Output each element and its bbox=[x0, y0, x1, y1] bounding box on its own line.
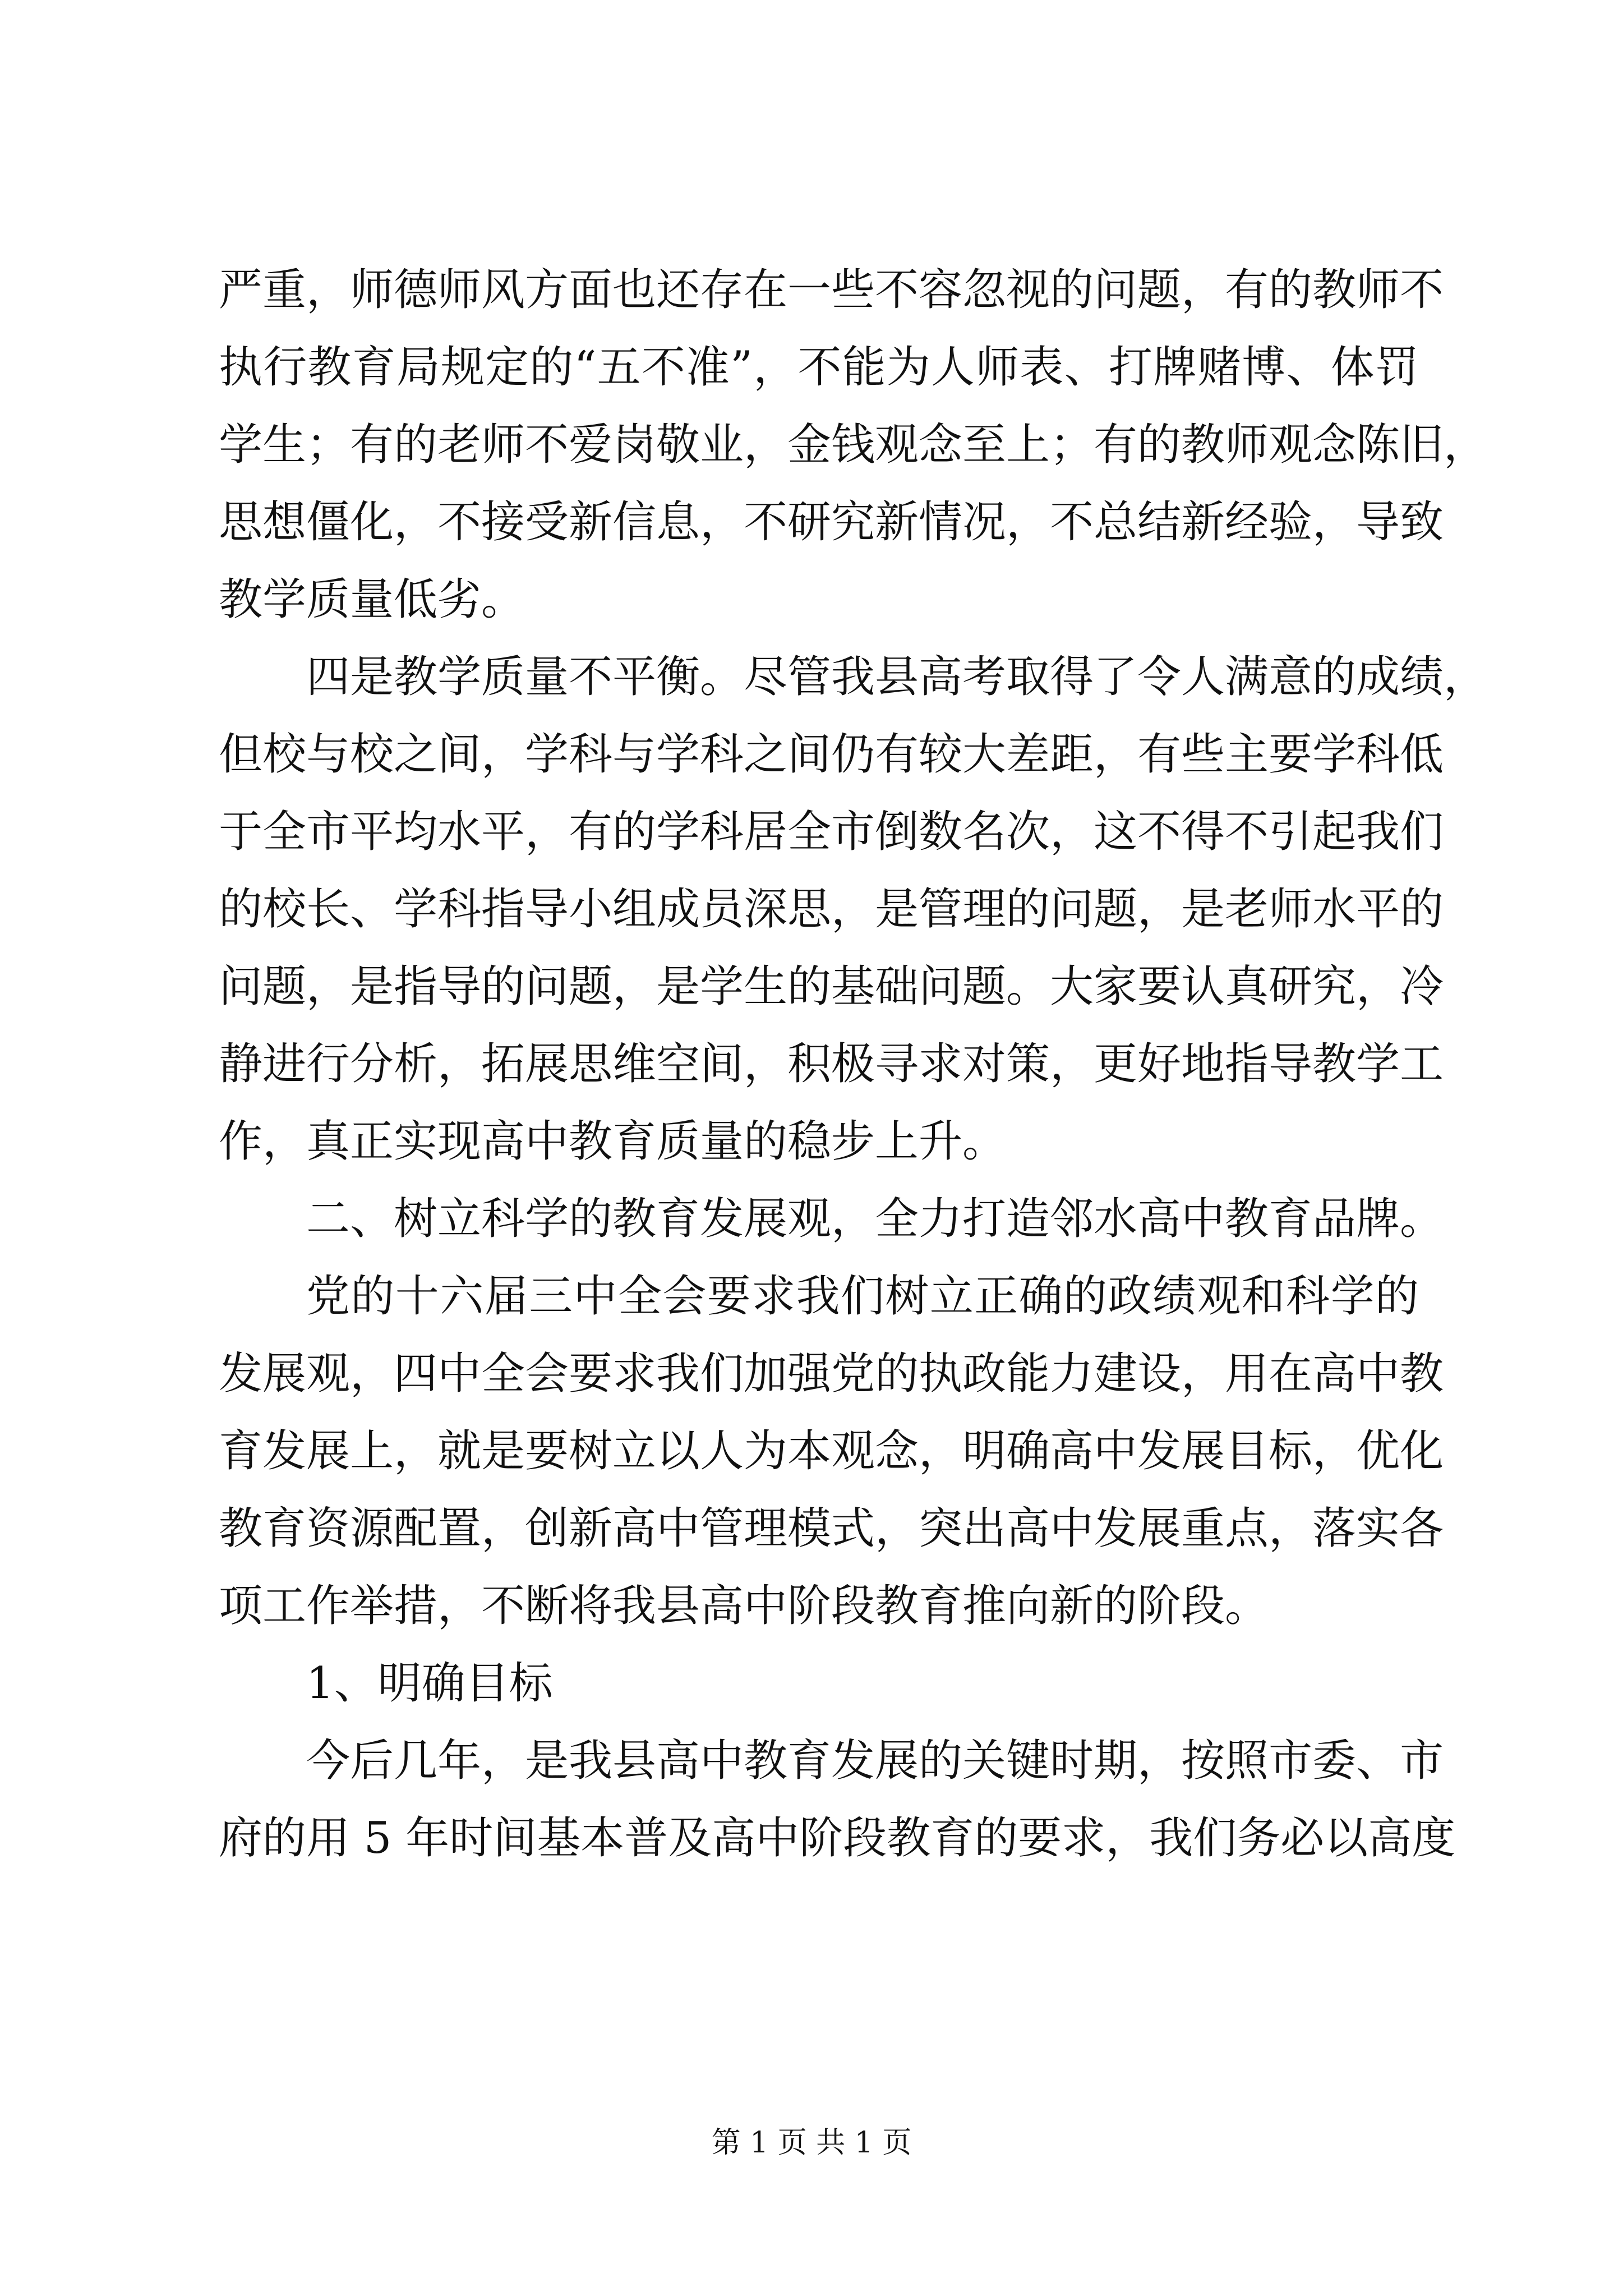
text-line: 育发展上，就是要树立以人为本观念，明确高中发展目标，优化 bbox=[219, 1426, 1444, 1476]
text-line: 今后几年，是我县高中教育发展的关键时期，按照市委、市 bbox=[306, 1736, 1444, 1786]
text-line: 1、明确目标 bbox=[306, 1658, 553, 1709]
text-line: 府的用 5 年时间基本普及高中阶段教育的要求，我们务必以高度 bbox=[219, 1813, 1456, 1864]
text-line: 于全市平均水平，有的学科居全市倒数名次，这不得不引起我们 bbox=[219, 807, 1444, 857]
text-line: 项工作举措，不断将我县高中阶段教育推向新的阶段。 bbox=[219, 1581, 1269, 1631]
text-line: 二、树立科学的教育发展观，全力打造邻水高中教育品牌。 bbox=[306, 1194, 1444, 1244]
text-line: 教育资源配置，创新高中管理模式，突出高中发展重点，落实各 bbox=[219, 1503, 1444, 1554]
text-line: 的校长、学科指导小组成员深思，是管理的问题，是老师水平的 bbox=[219, 884, 1444, 935]
text-line: 问题，是指导的问题，是学生的基础问题。大家要认真研究，冷 bbox=[219, 961, 1444, 1012]
text-line: 教学质量低劣。 bbox=[219, 574, 525, 625]
text-line: 执行教育局规定的“五不准”，不能为人师表、打牌赌博、体罚 bbox=[219, 342, 1419, 393]
text-line: 但校与校之间，学科与学科之间仍有较大差距，有些主要学科低 bbox=[219, 729, 1444, 780]
page-footer: 第 1 页 共 1 页 bbox=[711, 2126, 912, 2160]
text-line: 静进行分析，拓展思维空间，积极寻求对策，更好地指导教学工 bbox=[219, 1039, 1444, 1089]
text-line: 严重，师德师风方面也还存在一些不容忽视的问题，有的教师不 bbox=[219, 265, 1444, 315]
text-line: 发展观，四中全会要求我们加强党的执政能力建设，用在高中教 bbox=[219, 1349, 1444, 1399]
text-line: 作，真正实现高中教育质量的稳步上升。 bbox=[219, 1116, 1007, 1167]
text-line: 学生；有的老师不爱岗敬业，金钱观念至上；有的教师观念陈旧， bbox=[219, 420, 1488, 470]
text-line: 党的十六届三中全会要求我们树立正确的政绩观和科学的 bbox=[306, 1271, 1419, 1322]
text-line: 思想僵化，不接受新信息，不研究新情况，不总结新经验，导致 bbox=[219, 497, 1444, 547]
text-line: 四是教学质量不平衡。尽管我县高考取得了令人满意的成绩， bbox=[306, 652, 1488, 702]
document-body bbox=[219, 251, 1488, 1877]
